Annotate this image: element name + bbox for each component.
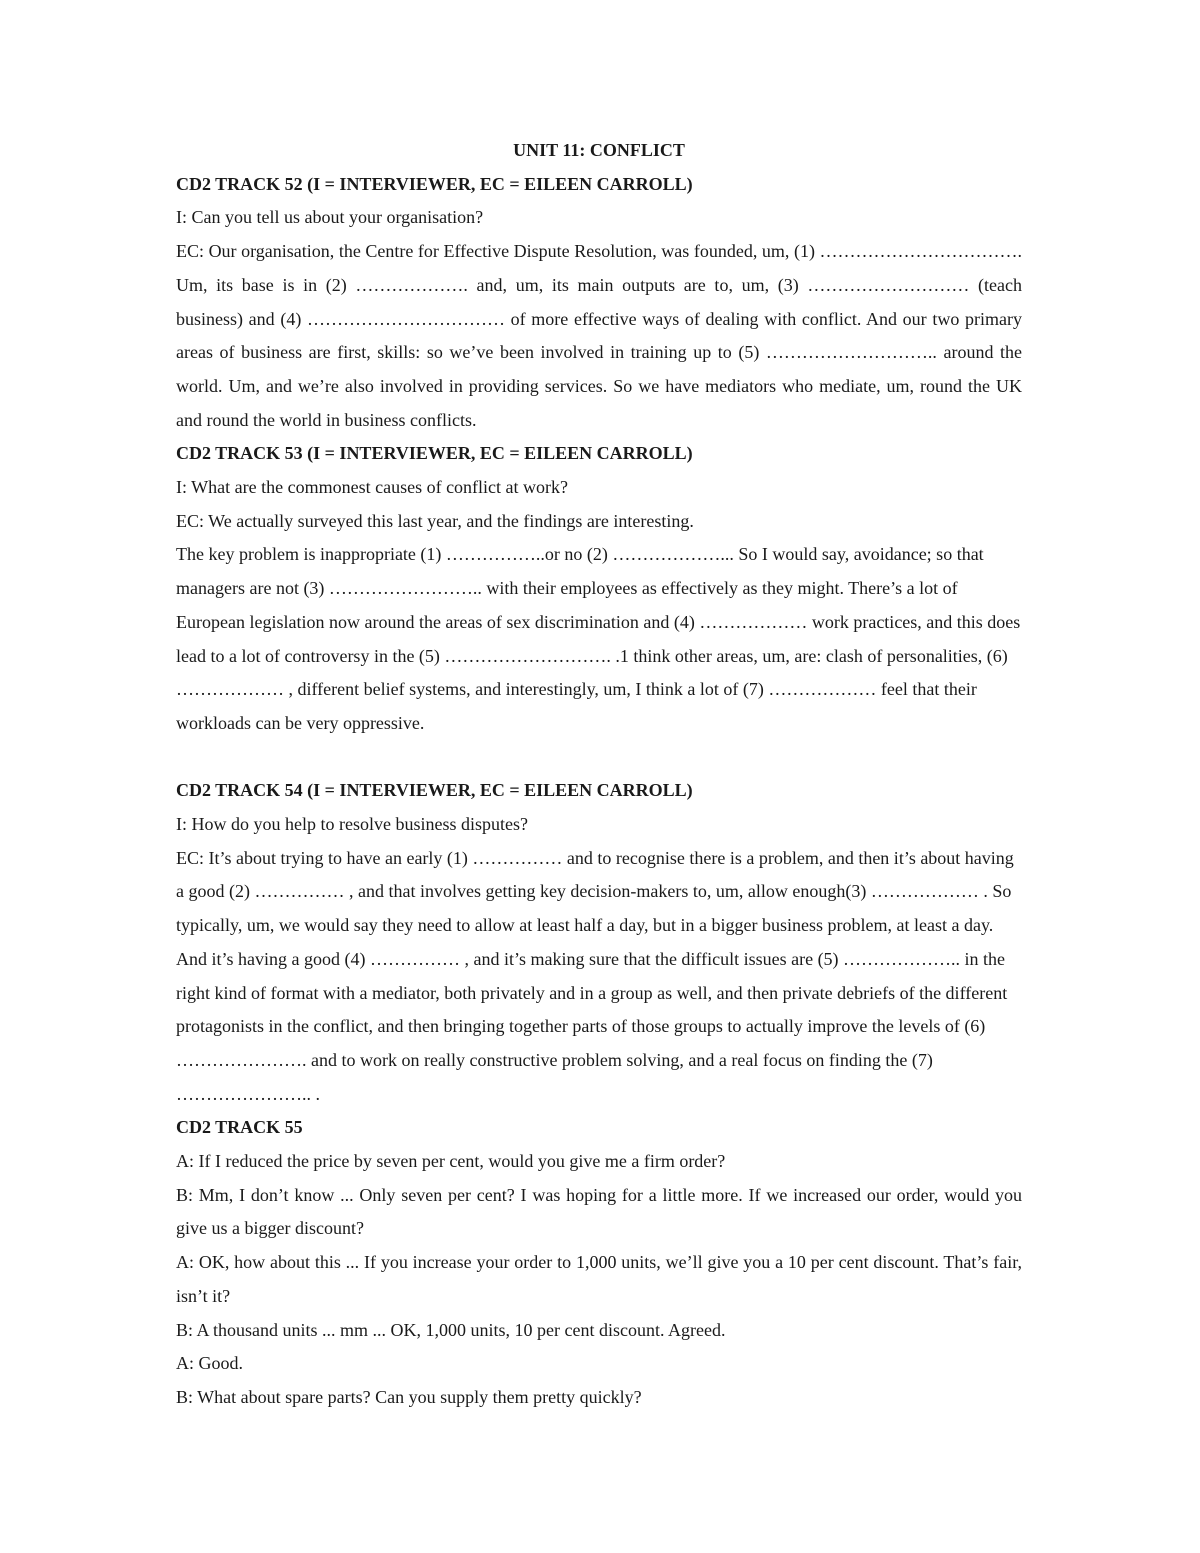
track-55-heading: CD2 TRACK 55 — [176, 1117, 303, 1138]
track-54-question: I: How do you help to resolve business disputes? — [176, 814, 528, 835]
track-52-answer: EC: Our organisation, the Centre for Effective Dispute Resolution, was founded, um, (1) ……………………………. Um, its base is in (2) ………………. and, um, its main outputs are to, um, (3) ……………………… (teach business) and (4) …………………………… of more effective ways of dealing with conflict. And our two primary areas of business are first, skills: so we’ve been involved in training up to (5) ……………………….. around the world. Um, and we’re also involved in providing services. So we have mediators who mediate, um, round the UK and round the world in business conflicts. — [176, 241, 1022, 430]
track-53-heading: CD2 TRACK 53 (I = INTERVIEWER, EC = EILEEN CARROLL) — [176, 443, 693, 464]
track-55-section — [176, 1111, 1022, 1414]
track-53-section — [176, 437, 1022, 740]
track-53-question: I: What are the commonest causes of conflict at work? — [176, 477, 569, 498]
track-52-section — [176, 168, 1022, 438]
section-spacer — [176, 741, 1022, 775]
track-54-answer: EC: It’s about trying to have an early (1) …………… and to recognise there is a problem, and then it’s about having a good (2) …………… , and that involves getting key decision-makers to, um, allow enough(3) ……………… . So typically, um, we would say they need to allow at least half a day, but in a bigger business problem, at least a day. And it’s having a good (4) …………… , and it’s making sure that the difficult issues are (5) ……………….. in the right kind of format with a mediator, both privately and in a group as well, and then private debriefs of the different protagonists in the conflict, and then bringing together parts of those groups to actually improve the levels of (6) …………………. and to work on really constructive problem solving, and a real focus on finding the (7) ………………….. . — [176, 847, 1014, 1104]
dialogue-line: B: Mm, I don’t know ... Only seven per cent? I was hoping for a little more. If we increased our order, would you give us a bigger discount? — [176, 1184, 1022, 1239]
dialogue-line: B: A thousand units ... mm ... OK, 1,000 units, 10 per cent discount. Agreed. — [176, 1319, 726, 1340]
track-54-section — [176, 774, 1022, 1111]
track-53-answer-intro: EC: We actually surveyed this last year, and the findings are interesting. — [176, 510, 694, 531]
document-page — [176, 134, 1022, 1415]
track-52-heading: CD2 TRACK 52 (I = INTERVIEWER, EC = EILEEN CARROLL) — [176, 173, 693, 194]
track-52-question: I: Can you tell us about your organisation? — [176, 207, 484, 228]
dialogue-line: A: OK, how about this ... If you increase your order to 1,000 units, we’ll give you a 10 per cent discount. That’s fair, isn’t it? — [176, 1252, 1022, 1306]
dialogue-line: A: Good. — [176, 1353, 243, 1374]
track-54-heading: CD2 TRACK 54 (I = INTERVIEWER, EC = EILEEN CARROLL) — [176, 780, 693, 801]
dialogue-line: A: If I reduced the price by seven per cent, would you give me a firm order? — [176, 1151, 726, 1172]
dialogue-line: B: What about spare parts? Can you supply them pretty quickly? — [176, 1387, 642, 1407]
unit-title: UNIT 11: CONFLICT — [513, 140, 685, 160]
track-53-answer: The key problem is inappropriate (1) ……………..or no (2) ………………... So I would say, avoidance; so that managers are not (3) …………………….. with their employees as effectively as they might. There’s a lot of European legislation now around the areas of sex discrimination and (4) ……………… work practices, and this does lead to a lot of controversy in the (5) ………………………. .1 think other areas, um, are: clash of personalities, (6) ……………… , different belief systems, and interestingly, um, I think a lot of (7) ……………… feel that their workloads can be very oppressive. — [176, 544, 1021, 733]
